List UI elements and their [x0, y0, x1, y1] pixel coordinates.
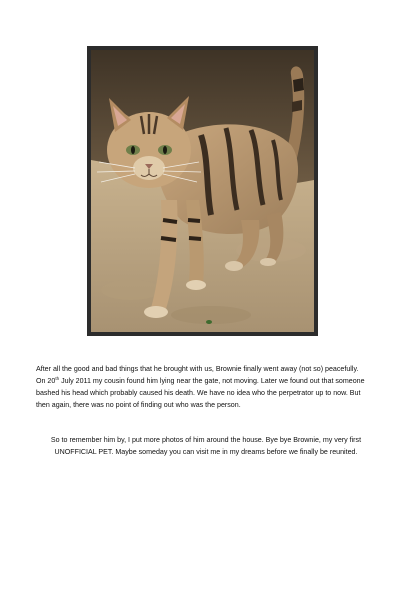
- story-paragraph-1: [36, 363, 376, 411]
- story-paragraph-2: [36, 434, 376, 458]
- paragraph-1-line-3: bashed his head which probably caused his death. We have no idea who the perpetrator up to now. But: [36, 389, 361, 397]
- paragraph-2-line-1: So to remember him by, I put more photos of him around the house. Bye bye Brownie, my very first: [50, 436, 362, 444]
- cat-photo: [87, 46, 318, 336]
- paragraph-1-line-1: After all the good and bad things that he brought with us, Brownie finally went away (not so) peacefully.: [36, 365, 359, 373]
- paragraph-2-line-2: UNOFFICIAL PET. Maybe someday you can visit me in my dreams before we finally be reunited.: [54, 448, 358, 456]
- cat-photo-image: [91, 50, 314, 332]
- paragraph-1-line-2: On 20th July 2011 my cousin found him lying near the gate, not moving. Later we found out that someone: [36, 376, 365, 385]
- paragraph-1-line-4: then again, there was no point of finding out who was the person.: [36, 401, 241, 409]
